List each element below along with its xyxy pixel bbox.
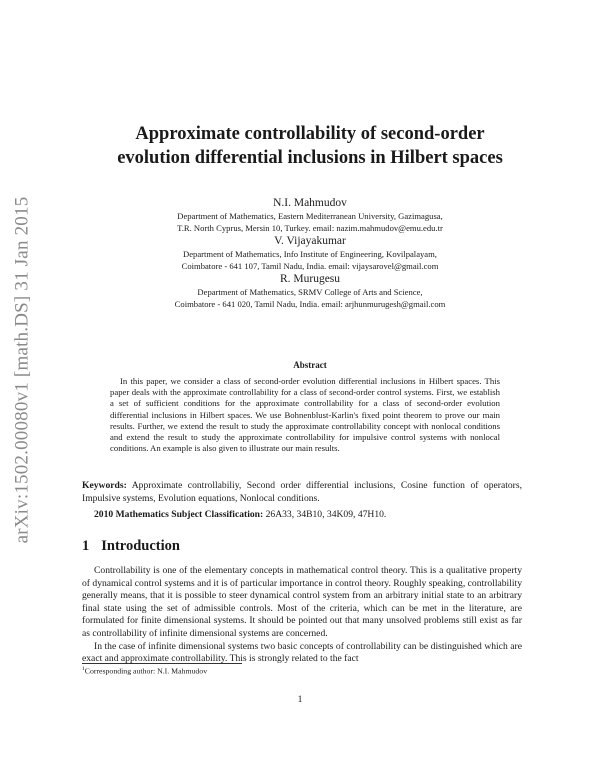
author-affiliation: Department of Mathematics, SRMV College of Arts and Science,: [197, 287, 423, 297]
author-affiliation: Department of Mathematics, Eastern Mediterranean University, Gazimagusa,: [177, 211, 443, 221]
author-name: V. Vijayakumar: [274, 235, 346, 247]
paragraph: Controllability is one of the elementary concepts in mathematical control theory. This is a qualitative property of dynamical control systems and it is of particular importance in control theory. Roughly speaking, controllability generally means, that it is possible to steer dynamical control system from an arbitrary initial state to an arbitrary final state using the set of admissible controls. Most of the criteria, which can be met in the literature, are formulated for finite dimensional systems. It should be pointed out that many unsolved problems still exist as far as controllability of infinite dimensional systems are concerned.: [82, 565, 522, 639]
section-heading: [82, 538, 180, 555]
title-line-1: Approximate controllability of second-order: [135, 124, 485, 144]
keywords-label: Keywords:: [82, 480, 127, 491]
author-affiliation: T.R. North Cyprus, Mersin 10, Turkey. email: nazim.mahmudov@emu.edu.tr: [177, 223, 443, 233]
arxiv-sidebar: [10, 170, 34, 570]
section-title: Introduction: [101, 538, 180, 554]
author-affiliation: Coimbatore - 641 107, Tamil Nadu, India. email: vijaysarovel@gmail.com: [181, 261, 439, 271]
title-line-2: evolution differential inclusions in Hilbert spaces: [117, 148, 503, 168]
arxiv-identifier: arXiv:1502.00080v1 [math.DS] 31 Jan 2015: [11, 196, 32, 544]
abstract-heading: Abstract: [293, 360, 327, 370]
paper-title: [60, 122, 560, 170]
body-text: [82, 565, 522, 666]
abstract-text: In this paper, we consider a class of second-order evolution differential inclusions in Hilbert spaces. This paper deals with the approximate controllability for a class of second-order control systems. First, we establish a set of sufficient conditions for the approximate controllability for a class of second-order evolution differential inclusions in Hilbert spaces. We use Bohnenblust-Karlin's fixed point theorem to prove our main results. Further, we extend the result to study the approximate controllability concept with nonlocal conditions and extend the result to study the approximate controllability for impulsive control systems with nonlocal conditions. An example is also given to illustrate our main results.: [110, 376, 500, 454]
page-number: 1: [297, 694, 303, 705]
paragraph: In the case of infinite dimensional systems two basic concepts of controllability can be distinguished which are exact and approximate controllability. This is strongly related to the fact: [82, 640, 522, 665]
author-affiliation: Coimbatore - 641 020, Tamil Nadu, India. email: arjhunmurugesh@gmail.com: [174, 299, 446, 309]
msc-codes: 26A33, 34B10, 34K09, 47H10.: [265, 509, 387, 520]
keywords: [82, 480, 522, 505]
author-affiliation: Department of Mathematics, Info Institute of Engineering, Kovilpalayam,: [183, 249, 437, 259]
footnote: [82, 666, 207, 676]
footnote-text: Corresponding author: N.I. Mahmudov: [84, 666, 208, 676]
author-name: N.I. Mahmudov: [273, 197, 347, 209]
author-name: R. Murugesu: [279, 273, 341, 285]
keywords-text: Approximate controllabiliy, Second order differential inclusions, Cosine function of operators, Impulsive systems, Evolution equations, Nonlocal conditions.: [82, 480, 523, 504]
msc-label: 2010 Mathematics Subject Classification:: [94, 509, 264, 520]
footnote-divider: [82, 663, 242, 664]
msc-classification: [82, 509, 522, 522]
section-number: 1: [82, 538, 90, 554]
author-block: [60, 196, 560, 310]
footnote-mark: 1: [82, 666, 85, 672]
